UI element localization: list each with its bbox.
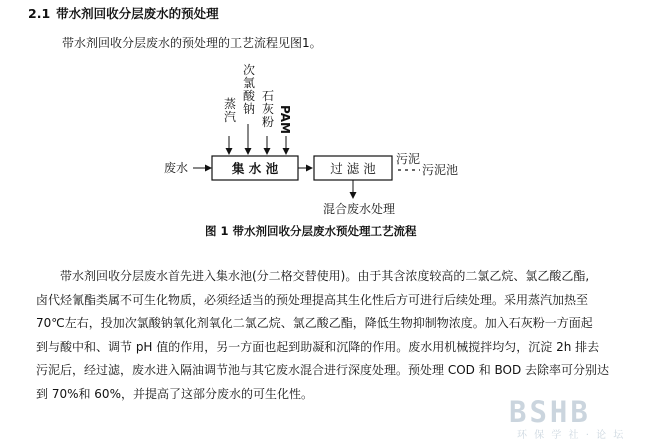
paragraph-line: 卤代烃氰酯类属不可生化物质，必须经适当的预处理提高其生化性后方可进行后续处理。采用蒸汽加热至 (36, 292, 589, 307)
watermark-logo: BSHB (509, 395, 591, 429)
input-label-lime: 石灰粉 (262, 89, 275, 129)
paragraph-line: 到 70%和 60%，并提高了这部分废水的可生化性。 (36, 386, 313, 401)
paragraph-line: 污泥后，经过滤，废水进入隔油调节池与其它废水混合进行深度处理。预处理 COD 和 BOD 去除率可分别达 (36, 363, 610, 377)
paragraph-line: 到与酸中和、调节 pH 值的作用，另一方面也起到助凝和沉降的作用。废水用机械搅拌均匀，沉淀 2h 排去 (36, 339, 600, 354)
figure-caption: 图 1 带水剂回收分层废水预处理工艺流程 (205, 224, 417, 238)
body-paragraph (36, 265, 636, 406)
input-label-naclo: 次氯酸钠 (243, 63, 256, 116)
sludge-label: 污泥 (396, 152, 421, 166)
site-watermark (505, 395, 655, 439)
intro-text: 带水剂回收分层废水的预处理的工艺流程见图1。 (62, 36, 322, 50)
input-label-pam: PAM (278, 105, 292, 134)
collection-tank-label: 集 水 池 (231, 161, 279, 176)
paragraph-line: 70℃左右，投加次氯酸钠氧化剂氧化二氯乙烷、氯乙酸乙酯，降低生物抑制物浓度。加入石灰粉一方面起 (36, 316, 593, 330)
output-label: 混合废水处理 (323, 202, 396, 216)
watermark-subtitle: 环 保 学 社 · 论 坛 (517, 430, 626, 441)
section-title: 带水剂回收分层废水的预处理 (56, 6, 219, 21)
source-label: 废水 (164, 161, 189, 175)
paragraph-line: 带水剂回收分层废水首先进入集水池(分二格交替使用)。由于其含浓度较高的二氯乙烷、氯乙酸乙酯, (60, 269, 590, 283)
input-label-steam: 蒸汽 (224, 97, 237, 124)
section-number: 2.1 (28, 6, 51, 21)
filter-tank-label: 过 滤 池 (330, 161, 376, 176)
sludge-pond-label: 污泥池 (422, 163, 459, 177)
